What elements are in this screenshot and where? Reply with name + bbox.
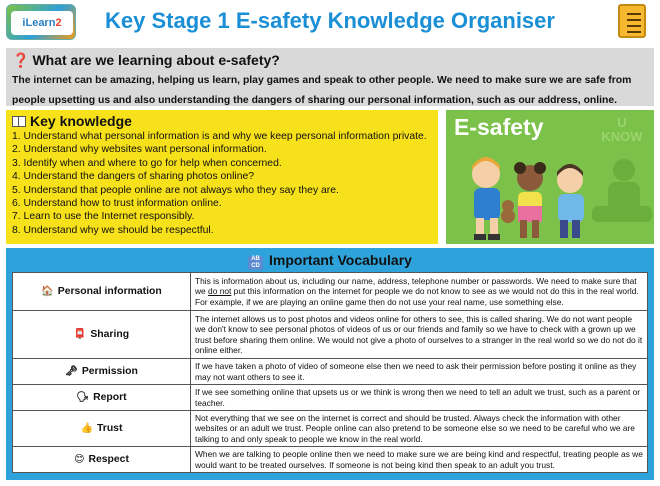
thumbs-up-icon: 👍 <box>80 423 94 434</box>
vocab-term: Report <box>93 392 127 403</box>
key-knowledge-list <box>6 130 438 237</box>
speaking-head-icon: 🗣 <box>76 392 90 403</box>
vocab-definition: When we are talking to people online then we need to make sure we are being kind and respectful, treating people as we would want to be treated ourselves. If someone is not being kind then speak to an adult you trust. <box>191 447 648 473</box>
list-item: 7. Learn to use the Internet responsibly. <box>12 211 195 223</box>
share-icon: 📮 <box>73 329 87 340</box>
list-item: 1. Understand what personal information is and why we keep personal information private. <box>12 131 427 142</box>
house-icon: 🏠 <box>41 286 54 297</box>
table-row <box>13 385 648 411</box>
table-row <box>13 311 648 359</box>
table-row <box>13 411 648 447</box>
vocab-term: Personal information <box>57 286 162 297</box>
list-item: 6. Understand how to trust information online. <box>12 198 222 210</box>
table-row <box>13 447 648 473</box>
question-mark-icon: ❓ <box>12 52 30 68</box>
page-title: Key Stage 1 E-safety Knowledge Organiser <box>105 8 555 33</box>
vocabulary-table <box>12 272 648 473</box>
vocab-definition: Not everything that we see on the internet is correct and should be trusted. Always check the information with other websites or an adult we trust. People online can also pretend to be someone else so we need to be careful who we are talking to and only speak to people we know in the real world. <box>191 411 648 447</box>
list-item: 8. Understand why we should be respectful. <box>12 224 214 236</box>
key-icon: 🗝 <box>65 366 78 377</box>
table-row <box>13 359 648 385</box>
vocab-definition: The internet allows us to post photos and videos online for others to see, this is called sharing. We do not want people we don't know to see personal photos of videos of us or our friends and family so we have to check with a grown up we trust before sharing them online. We would not give a photo of ourselves to a stranger in the real world so we do not do it online either. <box>191 311 648 359</box>
learning-text: The internet can be amazing, helping us learn, play games and speak to other people. We need to make sure we are safe from people upsetting us and also understanding the dangers of sharing our personal information, such as our address, online. <box>12 75 632 106</box>
notebook-icon <box>618 4 646 38</box>
learning-section <box>6 48 654 106</box>
vocabulary-section <box>6 248 654 480</box>
list-item: 2. Understand why websites want personal information. <box>12 144 267 156</box>
vocab-definition: If we see something online that upsets us or we think is wrong then we need to tell an adult we trust, such as a parent or teacher. <box>191 385 648 411</box>
ilearn2-logo: iLearn2 <box>6 4 76 40</box>
uknow-watermark: U KNOW <box>601 115 643 144</box>
header <box>0 0 660 44</box>
learning-heading: What are we learning about e-safety? <box>32 52 280 68</box>
esafety-illustration <box>446 110 654 244</box>
key-knowledge-section <box>6 110 438 244</box>
vocab-definition: If we have taken a photo of video of someone else then we need to ask their permission before posting it online as they may not want others to see it. <box>191 359 648 385</box>
book-icon <box>12 116 26 127</box>
vocabulary-heading: Important Vocabulary <box>269 252 412 268</box>
list-item: 3. Identify when and where to go for help when concerned. <box>12 157 282 169</box>
key-knowledge-heading: Key knowledge <box>30 113 132 129</box>
list-item: 4. Understand the dangers of sharing photos online? <box>12 171 255 183</box>
vocab-term: Sharing <box>90 329 130 340</box>
vocab-term: Trust <box>97 423 123 434</box>
abcd-icon: AB CD <box>248 256 263 270</box>
vocab-term: Respect <box>88 454 129 465</box>
vocab-term: Permission <box>81 366 138 377</box>
table-row: 🏠 Personal information This is information about us, including our name, address, telephone number or passwords. We need to make sure that we do not put this information on the internet for people we do not know to see as we would not do this in the real world. For example, if we are playing an online game then do not use your real name, use something else. <box>13 273 648 311</box>
list-item: 5. Understand that people online are not always who they say they are. <box>12 184 339 196</box>
esafety-label: E-safety <box>454 114 544 140</box>
smiley-icon: 😊 <box>74 454 85 465</box>
